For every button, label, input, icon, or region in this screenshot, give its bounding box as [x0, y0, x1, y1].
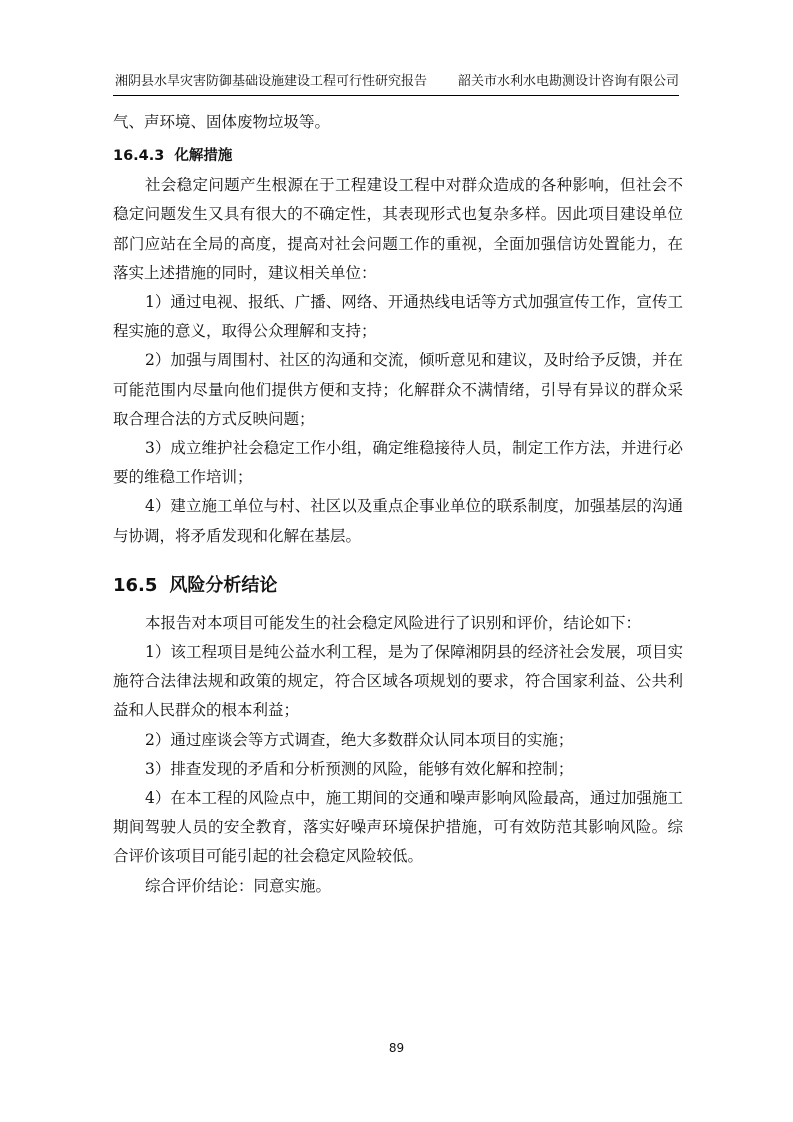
paragraph: 2）通过座谈会等方式调查，绝大多数群众认同本项目的实施； [145, 730, 574, 749]
paragraph: 4）建立施工单位与村、社区以及重点企事业单位的联系制度，加强基层的沟通与协调，将矛盾发现和化解在基层。 [113, 497, 683, 545]
section-number: 16.4.3 [113, 148, 165, 165]
page-number: 89 [388, 1041, 405, 1055]
paragraph: 社会稳定问题产生根源在于工程建设工程中对群众造成的各种影响，但社会不稳定问题发生又具有很大的不确定性，其表现形式也复杂多样。因此项目建设单位部门应站在全局的高度，提高对社会问题工作的重视，全面加强信访处置能力，在落实上述措施的同时，建议相关单位： [113, 176, 683, 282]
paragraph: 1）通过电视、报纸、广播、网络、开通热线电话等方式加强宣传工作，宣传工程实施的意义，取得公众理解和支持； [113, 293, 683, 341]
paragraph: 2）加强与周围村、社区的沟通和交流，倾听意见和建议，及时给予反馈，并在可能范围内尽量向他们提供方便和支持；化解群众不满情绪，引导有异议的群众采取合理合法的方式反映问题； [113, 351, 683, 428]
paragraph: 本报告对本项目可能发生的社会稳定风险进行了识别和评价，结论如下： [145, 613, 642, 632]
header-report-title: 湘阴县水旱灾害防御基础设施建设工程可行性研究报告 [115, 74, 428, 89]
paragraph: 4）在本工程的风险点中，施工期间的交通和噪声影响风险最高，通过加强施工期间驾驶人员的安全教育，落实好噪声环境保护措施，可有效防范其影响风险。综合评价该项目可能引起的社会稳定风险较低。 [113, 789, 683, 866]
paragraph: 3）排查发现的矛盾和分析预测的风险，能够有效化解和控制； [145, 759, 574, 778]
section-title: 风险分析结论 [169, 574, 278, 596]
paragraph: 综合评价结论：同意实施。 [145, 876, 332, 895]
paragraph: 1）该工程项目是纯公益水利工程，是为了保障湘阴县的经济社会发展，项目实施符合法律法规和政策的规定，符合区域各项规划的要求，符合国家利益、公共利益和人民群众的根本利益； [113, 643, 683, 720]
section-heading-16-4-3 [113, 141, 683, 171]
section-number: 16.5 [113, 574, 158, 596]
intro-line: 气、声环境、固体废物垃圾等。 [113, 113, 331, 131]
document-body [113, 108, 683, 901]
header-company-name: 韶关市水利水电勘测设计咨询有限公司 [457, 74, 679, 89]
section-heading-16-5 [113, 571, 683, 601]
page-header [113, 73, 679, 96]
paragraph: 3）成立维护社会稳定工作小组，确定维稳接待人员，制定工作方法，并进行必要的维稳工作培训； [113, 439, 683, 487]
section-title: 化解措施 [174, 148, 233, 165]
